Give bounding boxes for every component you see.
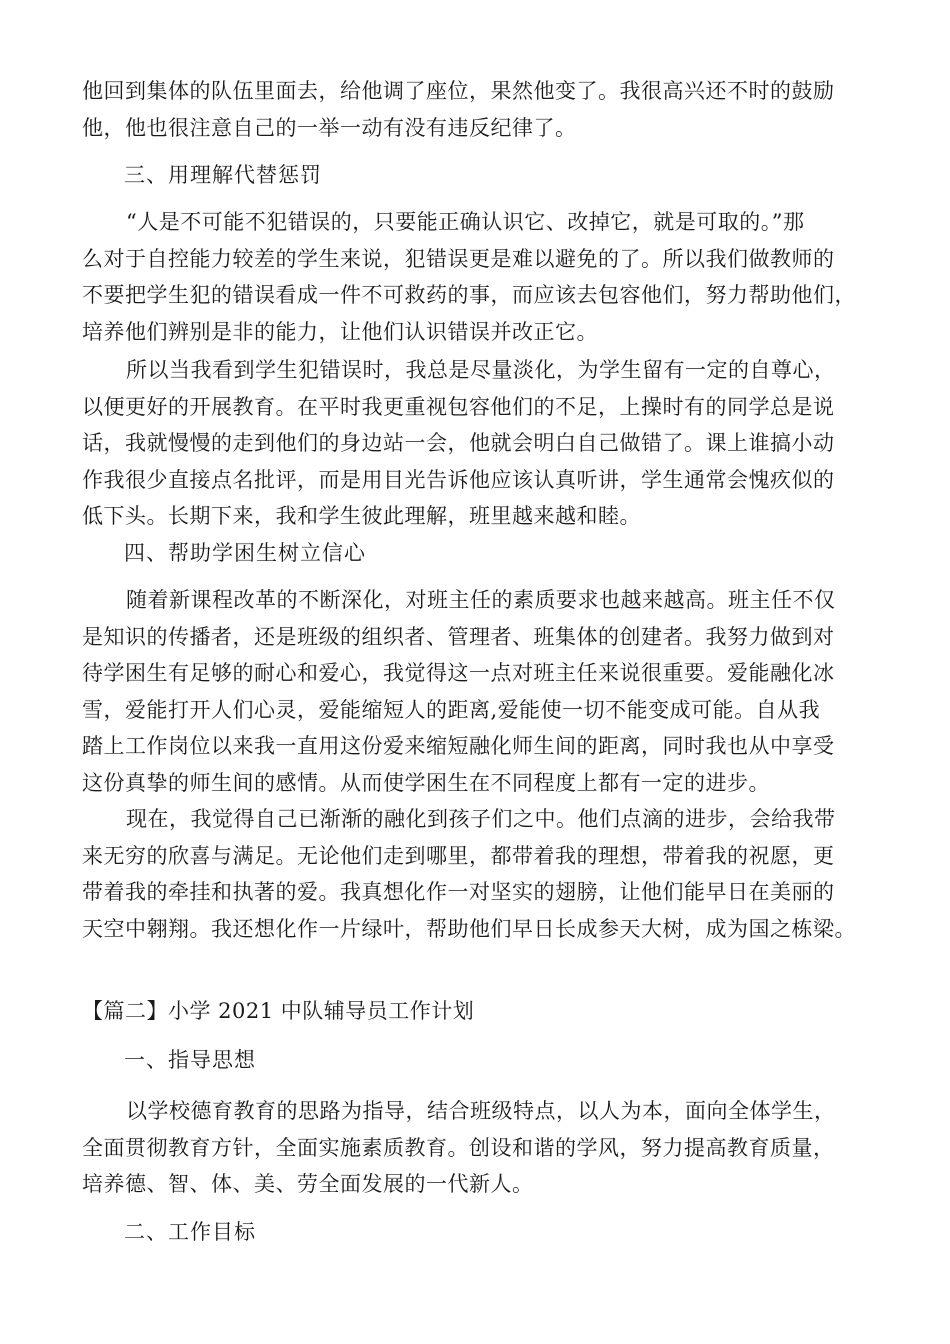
paragraph-line: 现在，我觉得自己已渐渐的融化到孩子们之中。他们点滴的进步，会给我带 xyxy=(126,807,836,831)
part-title: 【篇二】小学 2021 中队辅导员工作计划 xyxy=(82,999,475,1023)
paragraph-understanding xyxy=(82,204,882,350)
paragraph-line: 以便更好的开展教育。在平时我更重视包容他们的不足，上操时有的同学总是说 xyxy=(82,394,835,419)
paragraph-line: 不要把学生犯的错误看成一件不可救药的事，而应该去包容他们，努力帮助他们， xyxy=(82,283,856,307)
section-heading-3: 三、用理解代替惩罚 xyxy=(124,163,322,187)
section-heading-4: 四、帮助学困生树立信心 xyxy=(124,541,366,565)
paragraph-line: 来无穷的欣喜与满足。无论他们走到哪里，都带着我的理想，带着我的祝愿，更 xyxy=(82,843,835,868)
paragraph-continuation xyxy=(82,73,882,146)
paragraph-line: 随着新课程改革的不断深化，对班主任的素质要求也越来越高。班主任不仅 xyxy=(126,588,836,612)
paragraph-line: 全面贯彻教育方针，全面实施素质教育。创设和谐的学风，努力提高教育质量， xyxy=(82,1135,835,1160)
paragraph-line: 这份真挚的师生间的感情。从而使学困生在不同程度上都有一定的进步。 xyxy=(82,770,770,795)
paragraph-line: 以学校德育教育的思路为指导，结合班级特点，以人为本，面向全体学生， xyxy=(126,1099,836,1123)
paragraph-line: 培养他们辨别是非的能力，让他们认识错误并改正它。 xyxy=(82,319,598,344)
paragraph-line: 作我很少直接点名批评，而是用目光告诉他应该认真听讲，学生通常会愧疚似的 xyxy=(82,467,835,492)
paragraph-conclusion xyxy=(82,801,882,947)
section-heading-2: 二、工作目标 xyxy=(124,1220,256,1244)
paragraph-line: 他回到集体的队伍里面去，给他调了座位，果然他变了。我很高兴还不时的鼓励 xyxy=(82,79,835,103)
paragraph-line: 培养德、智、体、美、劳全面发展的一代新人。 xyxy=(82,1172,534,1196)
section-heading-1: 一、指导思想 xyxy=(124,1048,256,1072)
paragraph-line: 他，他也很注意自己的一举一动有没有违反纪律了。 xyxy=(82,115,577,140)
paragraph-line: “人是不可能不犯错误的，只要能正确认识它、改掉它，就是可取的。”那 xyxy=(126,210,805,234)
paragraph-line: 雪，爱能打开人们心灵，爱能缩短人的距离,爱能使一切不能变成可能。自从我 xyxy=(82,697,821,722)
paragraph-guiding-thought xyxy=(82,1093,882,1203)
paragraph-line: 踏上工作岗位以来我一直用这份爱来缩短融化师生间的距离，同时我也从中享受 xyxy=(82,734,835,758)
paragraph-tolerance xyxy=(82,352,882,535)
paragraph-confidence xyxy=(82,582,882,801)
paragraph-line: 待学困生有足够的耐心和爱心，我觉得这一点对班主任来说很重要。爱能融化冰 xyxy=(82,661,835,685)
paragraph-line: 天空中翱翔。我还想化作一片绿叶，帮助他们早日长成参天大树，成为国之栋梁。 xyxy=(82,916,856,941)
paragraph-line: 么对于自控能力较差的学生来说，犯错误更是难以避免的了。所以我们做教师的 xyxy=(82,246,835,271)
paragraph-line: 是知识的传播者，还是班级的组织者、管理者、班集体的创建者。我努力做到对 xyxy=(82,624,835,649)
paragraph-line: 带着我的牵挂和执著的爱。我真想化作一对坚实的翅膀，让他们能早日在美丽的 xyxy=(82,880,835,904)
paragraph-line: 话，我就慢慢的走到他们的身边站一会，他就会明白自己做错了。课上谁搞小动 xyxy=(82,431,835,455)
paragraph-line: 低下头。长期下来，我和学生彼此理解，班里越来越和睦。 xyxy=(82,504,641,528)
paragraph-line: 所以当我看到学生犯错误时，我总是尽量淡化，为学生留有一定的自尊心， xyxy=(126,358,836,382)
